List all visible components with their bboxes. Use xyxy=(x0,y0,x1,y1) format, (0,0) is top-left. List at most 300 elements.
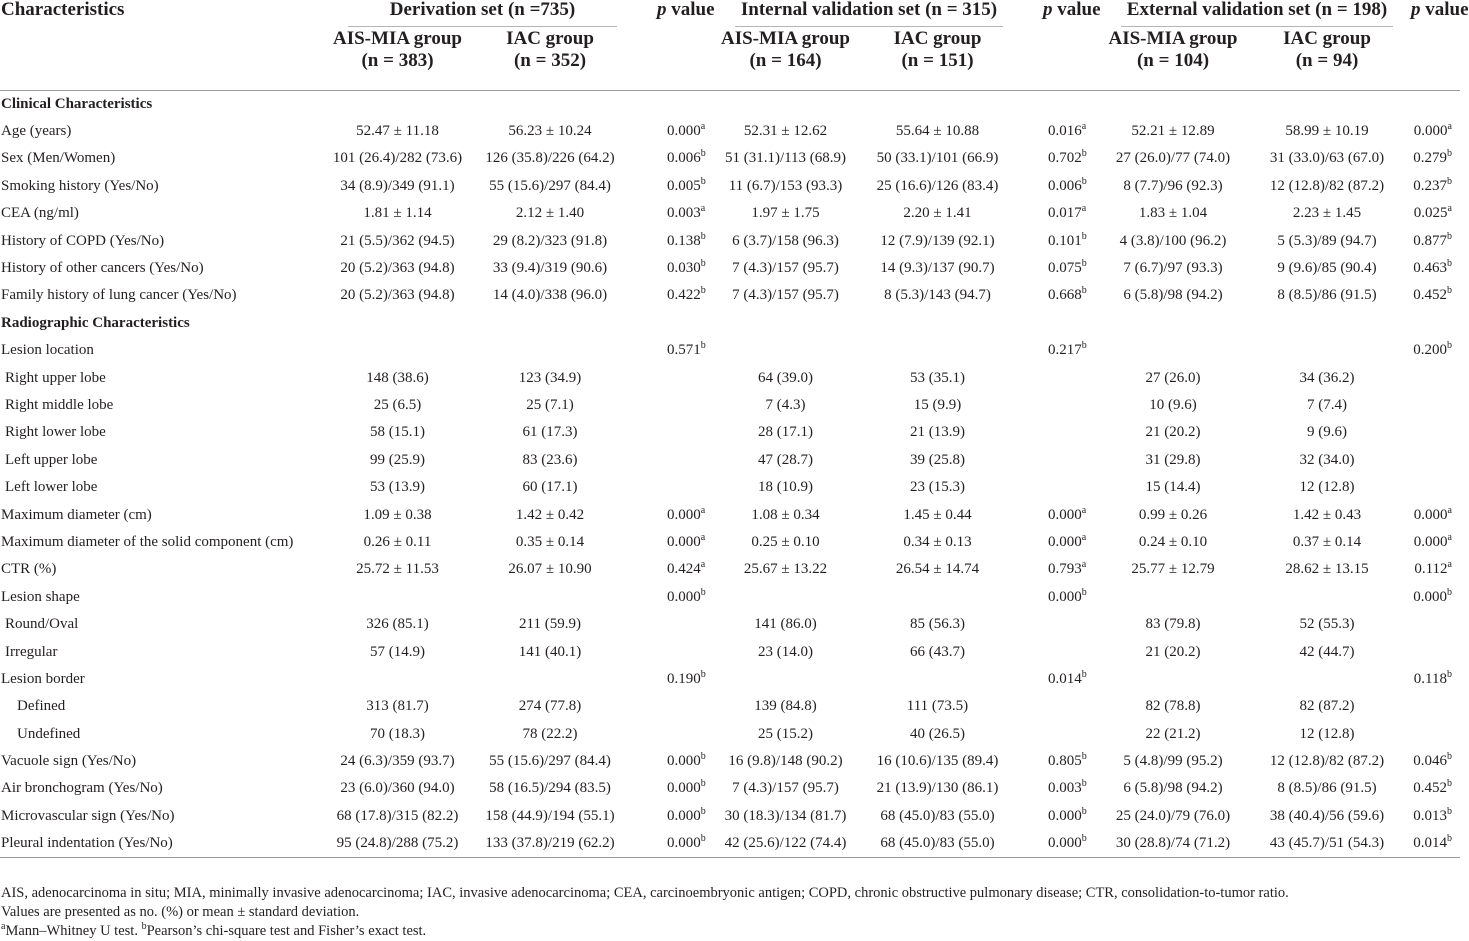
aismia-value-cell: 0.99 ± 0.26 xyxy=(1138,506,1208,523)
iac-value-cell: 0.37 ± 0.14 xyxy=(1292,533,1362,550)
p-value-cell xyxy=(1021,803,1103,830)
p-value-cell xyxy=(1021,693,1103,720)
p-value-cell xyxy=(635,638,717,665)
p-value: 0.003 xyxy=(1048,780,1082,797)
iac-value-cell xyxy=(1243,666,1411,693)
aismia-value-cell: 4 (3.8)/100 (96.2) xyxy=(1119,232,1227,249)
p-value-cell xyxy=(1411,392,1460,419)
iac-value-cell: 83 (23.6) xyxy=(522,451,578,468)
test-marker: a xyxy=(700,203,706,215)
iac-value-cell: 9 (9.6)/85 (90.4) xyxy=(1277,260,1377,277)
p-value-cell xyxy=(1411,447,1460,474)
row-label: Pleural indentation (Yes/No) xyxy=(1,834,173,851)
p-value: 0.000 xyxy=(1048,807,1082,824)
p-value: 0.000 xyxy=(667,807,701,824)
iac-value-cell: 15 (9.9) xyxy=(913,396,962,413)
aismia-value-cell xyxy=(717,337,854,364)
aismia-value-cell: 21 (5.5)/362 (94.5) xyxy=(340,232,455,249)
row-label: Microvascular sign (Yes/No) xyxy=(1,807,175,824)
p-value-cell xyxy=(1021,145,1103,172)
internal-validation-header: Internal validation set (n = 315) xyxy=(717,0,1021,28)
aismia-value-cell: 139 (84.8) xyxy=(754,698,817,715)
external-validation-header: External validation set (n = 198) xyxy=(1103,0,1411,28)
iac-value-cell: 1.45 ± 0.44 xyxy=(903,506,972,523)
iac-value-cell: 123 (34.9) xyxy=(518,369,582,386)
aismia-value-cell: 53 (13.9) xyxy=(370,479,425,496)
aismia-value-cell xyxy=(330,584,465,611)
table-row xyxy=(0,173,1460,200)
iac-value-cell: 21 (13.9) xyxy=(910,424,965,441)
p-value-cell xyxy=(1021,720,1103,747)
row-label: Air bronchogram (Yes/No) xyxy=(1,780,163,797)
table-row xyxy=(0,447,1460,474)
row-label: Smoking history (Yes/No) xyxy=(1,177,159,194)
p-value-cell xyxy=(1021,282,1103,309)
p-value-cell xyxy=(1411,584,1460,611)
iac-value-cell: 52 (55.3) xyxy=(1299,616,1355,633)
iac-value-cell: 55 (15.6)/297 (84.4) xyxy=(489,177,611,194)
iac-value-cell: 2.23 ± 1.45 xyxy=(1292,205,1362,222)
p-value-cell xyxy=(1411,830,1460,857)
p-value-cell xyxy=(1411,803,1460,830)
p-value-cell xyxy=(635,419,717,446)
iac-value-cell: 7 (7.4) xyxy=(1307,396,1347,413)
aismia-value-cell: 1.08 ± 0.34 xyxy=(751,506,820,523)
aismia-value-cell: 1.83 ± 1.04 xyxy=(1138,205,1208,222)
iac-value-cell xyxy=(854,584,1021,611)
iac-value-cell: 38 (40.4)/56 (59.6) xyxy=(1269,807,1385,824)
row-label: Maximum diameter of the solid component (cm) xyxy=(1,533,294,550)
p-value-cell xyxy=(635,584,717,611)
p-value-cell xyxy=(1021,775,1103,802)
p-value: 0.190 xyxy=(667,670,701,687)
test-marker: a xyxy=(1081,203,1087,215)
test-marker: a xyxy=(1447,121,1452,133)
table-row xyxy=(0,118,1460,145)
p-value-cell xyxy=(635,447,717,474)
p-value: 0.424 xyxy=(667,561,701,578)
iac-value-cell: 14 (4.0)/338 (96.0) xyxy=(492,287,608,304)
p-value: 0.101 xyxy=(1048,232,1082,249)
section-label: Clinical Characteristics xyxy=(1,95,153,112)
derivation-set-header: Derivation set (n =735) xyxy=(330,0,635,28)
test-marker: b xyxy=(700,668,706,680)
iac-value-cell: 29 (8.2)/323 (91.8) xyxy=(492,232,608,249)
aismia-value-cell: 7 (4.3)/157 (95.7) xyxy=(732,260,839,277)
aismia-value-cell: 42 (25.6)/122 (74.4) xyxy=(724,834,847,851)
p-value: 0.014 xyxy=(1413,834,1447,851)
p-value-header: p value xyxy=(1043,0,1101,20)
p-value: 0.118 xyxy=(1413,670,1447,687)
row-label: History of other cancers (Yes/No) xyxy=(1,260,204,277)
p-value-header: p value xyxy=(657,0,715,20)
p-value-cell xyxy=(635,501,717,528)
iac-value-cell: 26.54 ± 14.74 xyxy=(895,561,980,578)
p-value-cell xyxy=(1411,611,1460,638)
p-value-cell xyxy=(635,803,717,830)
p-value-cell xyxy=(1021,419,1103,446)
test-marker: b xyxy=(1081,285,1087,297)
p-value-cell xyxy=(1021,227,1103,254)
row-label: Round/Oval xyxy=(5,616,79,633)
iac-value-cell: 0.34 ± 0.13 xyxy=(903,533,972,550)
p-value-cell xyxy=(635,118,717,145)
p-value-cell xyxy=(1411,638,1460,665)
aismia-value-cell: 6 (5.8)/98 (94.2) xyxy=(1123,780,1223,797)
row-label: Family history of lung cancer (Yes/No) xyxy=(1,287,237,304)
aismia-value-cell: 313 (81.7) xyxy=(366,698,429,715)
aismia-value-cell: 20 (5.2)/363 (94.8) xyxy=(340,287,455,304)
section-row xyxy=(0,91,1460,118)
iac-value-cell: 21 (13.9)/130 (86.1) xyxy=(876,780,999,797)
table-row xyxy=(0,501,1460,528)
p-value: 0.000 xyxy=(1048,588,1082,605)
aismia-value-cell: 34 (8.9)/349 (91.1) xyxy=(340,177,455,194)
test-marker: a xyxy=(1447,531,1452,543)
p-value: 0.571 xyxy=(667,342,701,359)
test-marker: a xyxy=(1081,121,1087,133)
test-marker: b xyxy=(700,340,706,352)
p-value-cell xyxy=(1411,474,1460,501)
p-value: 0.112 xyxy=(1414,561,1448,578)
test-marker: b xyxy=(700,258,706,270)
iac-value-cell: 8 (5.3)/143 (94.7) xyxy=(884,287,991,304)
p-value-cell xyxy=(1411,693,1460,720)
row-label: CEA (ng/ml) xyxy=(1,205,79,222)
p-value: 0.200 xyxy=(1413,342,1447,359)
iac-value-cell: 43 (45.7)/51 (54.3) xyxy=(1269,834,1385,851)
p-value-cell xyxy=(635,693,717,720)
iac-value-cell: 25 (7.1) xyxy=(526,396,574,413)
p-value: 0.452 xyxy=(1413,287,1447,304)
p-value: 0.000 xyxy=(667,123,701,140)
table-row xyxy=(0,693,1460,720)
p-value-cell xyxy=(635,337,717,364)
iac-value-cell: 28.62 ± 13.15 xyxy=(1285,561,1369,578)
test-marker: b xyxy=(1447,230,1452,242)
iac-value-cell: 53 (35.1) xyxy=(910,369,965,386)
iac-value-cell: 68 (45.0)/83 (55.0) xyxy=(880,834,995,851)
p-value: 0.000 xyxy=(1413,533,1448,550)
test-marker: b xyxy=(700,285,706,297)
test-marker: b xyxy=(1081,175,1087,187)
internal-aismia-header: AIS-MIA group (n = 164) xyxy=(721,28,850,71)
p-value-cell xyxy=(1021,501,1103,528)
table-row xyxy=(0,145,1460,172)
header-row-2 xyxy=(0,28,1460,91)
table-row xyxy=(0,227,1460,254)
p-value-cell xyxy=(1021,666,1103,693)
aismia-value-cell: 16 (9.8)/148 (90.2) xyxy=(728,753,843,770)
p-value: 0.217 xyxy=(1048,342,1082,359)
group-underline xyxy=(1121,26,1393,27)
test-note: $^a$Mann–Whitney U test. $^b$Pearson’s chi-square test and Fisher’s exact test. xyxy=(1,921,427,939)
p-value-cell xyxy=(635,720,717,747)
test-marker: b xyxy=(700,778,706,790)
p-value-cell xyxy=(635,666,717,693)
row-label: Right lower lobe xyxy=(5,424,106,441)
p-value-cell xyxy=(1411,337,1460,364)
aismia-value-cell: 7 (6.7)/97 (93.3) xyxy=(1123,260,1223,277)
iac-value-cell: 9 (9.6) xyxy=(1307,424,1347,441)
aismia-value-cell: 25.67 ± 13.22 xyxy=(743,561,828,578)
iac-value-cell xyxy=(1243,584,1411,611)
iac-value-cell: 40 (26.5) xyxy=(910,725,965,742)
p-value-cell xyxy=(1021,364,1103,391)
p-value-cell xyxy=(1021,118,1103,145)
test-marker: b xyxy=(700,148,706,160)
iac-value-cell: 1.42 ± 0.42 xyxy=(515,506,585,523)
table-row xyxy=(0,419,1460,446)
iac-value-cell: 55 (15.6)/297 (84.4) xyxy=(489,753,611,770)
test-marker: b xyxy=(1081,668,1087,680)
test-marker: b xyxy=(700,832,706,844)
p-value-cell xyxy=(1411,145,1460,172)
test-marker: b xyxy=(1081,751,1087,763)
iac-value-cell: 42 (44.7) xyxy=(1299,643,1355,660)
row-label: CTR (%) xyxy=(1,561,57,578)
p-value-cell xyxy=(1411,282,1460,309)
iac-value-cell: 2.20 ± 1.41 xyxy=(903,205,972,222)
table-row xyxy=(0,720,1460,747)
test-marker: a xyxy=(700,121,706,133)
p-value: 0.463 xyxy=(1413,260,1447,277)
table-row xyxy=(0,200,1460,227)
aismia-value-cell: 70 (18.3) xyxy=(370,725,425,742)
row-label: Lesion location xyxy=(1,342,94,359)
p-value-cell xyxy=(635,392,717,419)
aismia-value-cell: 83 (79.8) xyxy=(1145,616,1201,633)
test-marker: b xyxy=(1447,285,1452,297)
iac-value-cell: 141 (40.1) xyxy=(518,643,582,660)
p-value: 0.138 xyxy=(667,232,701,249)
derivation-aismia-header: AIS-MIA group (n = 383) xyxy=(333,28,462,71)
iac-value-cell: 68 (45.0)/83 (55.0) xyxy=(880,807,995,824)
section-row xyxy=(0,310,1460,337)
iac-value-cell: 39 (25.8) xyxy=(910,451,965,468)
p-value-cell xyxy=(635,282,717,309)
table-row xyxy=(0,556,1460,583)
row-label: Sex (Men/Women) xyxy=(1,150,116,167)
row-label: Right upper lobe xyxy=(5,369,106,386)
table-row xyxy=(0,584,1460,611)
test-marker: a xyxy=(1447,203,1452,215)
aismia-value-cell xyxy=(330,337,465,364)
aismia-value-cell: 25 (24.0)/79 (76.0) xyxy=(1115,807,1231,824)
test-marker: a xyxy=(700,504,706,516)
table-row xyxy=(0,364,1460,391)
table-row xyxy=(0,830,1460,857)
test-marker: b xyxy=(700,751,706,763)
test-marker: b xyxy=(1447,175,1452,187)
aismia-value-cell: 25.72 ± 11.53 xyxy=(356,561,439,578)
test-marker: b xyxy=(1447,586,1452,598)
p-value: 0.000 xyxy=(1413,506,1448,523)
test-marker: b xyxy=(700,175,706,187)
p-value: 0.877 xyxy=(1413,232,1447,249)
iac-value-cell: 34 (36.2) xyxy=(1299,369,1355,386)
p-value: 0.000 xyxy=(1048,533,1082,550)
p-value: 0.000 xyxy=(1048,506,1082,523)
p-value-cell xyxy=(1411,364,1460,391)
p-value-cell xyxy=(635,474,717,501)
iac-value-cell: 58.99 ± 10.19 xyxy=(1285,123,1369,140)
row-label: Left lower lobe xyxy=(5,479,98,496)
group-underline xyxy=(735,26,1003,27)
row-label: Right middle lobe xyxy=(5,396,114,413)
iac-value-cell: 31 (33.0)/63 (67.0) xyxy=(1269,150,1385,167)
aismia-value-cell: 0.25 ± 0.10 xyxy=(751,533,820,550)
table-row xyxy=(0,748,1460,775)
row-label: Age (years) xyxy=(1,123,72,140)
test-marker: b xyxy=(1447,340,1452,352)
p-value: 0.000 xyxy=(667,533,701,550)
test-marker: b xyxy=(1447,832,1452,844)
iac-value-cell: 158 (44.9)/194 (55.1) xyxy=(485,807,615,824)
aismia-value-cell: 31 (29.8) xyxy=(1145,451,1201,468)
aismia-value-cell: 10 (9.6) xyxy=(1149,396,1197,413)
p-value: 0.025 xyxy=(1413,205,1448,222)
row-label: History of COPD (Yes/No) xyxy=(1,232,165,249)
p-value-cell xyxy=(1411,720,1460,747)
p-value-cell xyxy=(635,145,717,172)
p-value: 0.003 xyxy=(667,205,701,222)
aismia-value-cell: 30 (18.3)/134 (81.7) xyxy=(724,807,847,824)
aismia-value-cell: 52.31 ± 12.62 xyxy=(743,123,828,140)
p-value: 0.014 xyxy=(1048,670,1082,687)
aismia-value-cell: 64 (39.0) xyxy=(758,369,813,386)
test-marker: b xyxy=(1081,805,1087,817)
p-value-cell xyxy=(635,173,717,200)
aismia-value-cell: 7 (4.3)/157 (95.7) xyxy=(732,287,839,304)
iac-value-cell: 274 (77.8) xyxy=(518,698,582,715)
iac-value-cell: 12 (7.9)/139 (92.1) xyxy=(880,232,995,249)
table-row xyxy=(0,474,1460,501)
aismia-value-cell: 0.24 ± 0.10 xyxy=(1138,533,1208,550)
test-marker: b xyxy=(700,230,706,242)
table-footnotes xyxy=(1,884,1289,941)
section-label: Radiographic Characteristics xyxy=(1,314,190,331)
aismia-value-cell: 5 (4.8)/99 (95.2) xyxy=(1123,753,1223,770)
p-value: 0.279 xyxy=(1413,150,1447,167)
abbreviations-note: AIS, adenocarcinoma in situ; MIA, minimally invasive adenocarcinoma; IAC, invasive adenocarcinoma; CEA, carcinoembryonic antigen; COPD, chronic obstructive pulmonary disease; CTR, consolidation-to-tumor ratio. xyxy=(1,885,1289,901)
iac-value-cell: 25 (16.6)/126 (83.4) xyxy=(876,177,999,194)
test-marker: a xyxy=(1447,559,1452,571)
derivation-iac-header: IAC group (n = 352) xyxy=(506,28,594,71)
iac-value-cell: 32 (34.0) xyxy=(1299,451,1355,468)
p-value-cell xyxy=(635,775,717,802)
table-row xyxy=(0,392,1460,419)
test-marker: b xyxy=(1447,148,1452,160)
p-value: 0.000 xyxy=(1413,123,1448,140)
p-value-cell xyxy=(1411,173,1460,200)
p-value: 0.805 xyxy=(1048,753,1082,770)
test-marker: a xyxy=(1447,504,1452,516)
test-marker: a xyxy=(700,531,706,543)
aismia-value-cell: 24 (6.3)/359 (93.7) xyxy=(340,753,455,770)
p-value-cell xyxy=(1021,611,1103,638)
table-row xyxy=(0,282,1460,309)
iac-value-cell: 1.42 ± 0.43 xyxy=(1292,506,1362,523)
test-marker: b xyxy=(1081,230,1087,242)
iac-value-cell xyxy=(854,337,1021,364)
p-value-cell xyxy=(635,529,717,556)
iac-value-cell: 61 (17.3) xyxy=(522,424,578,441)
aismia-value-cell: 21 (20.2) xyxy=(1145,424,1201,441)
p-value-cell xyxy=(1021,584,1103,611)
p-value: 0.030 xyxy=(667,260,701,277)
p-value-cell xyxy=(1021,474,1103,501)
table-row xyxy=(0,775,1460,802)
p-value: 0.000 xyxy=(667,780,701,797)
aismia-value-cell: 52.21 ± 12.89 xyxy=(1131,123,1215,140)
iac-value-cell: 133 (37.8)/219 (62.2) xyxy=(485,834,615,851)
iac-value-cell: 60 (17.1) xyxy=(522,479,578,496)
aismia-value-cell: 68 (17.8)/315 (82.2) xyxy=(336,807,459,824)
aismia-value-cell: 23 (14.0) xyxy=(758,643,813,660)
external-aismia-header: AIS-MIA group (n = 104) xyxy=(1108,28,1238,71)
iac-value-cell: 5 (5.3)/89 (94.7) xyxy=(1277,232,1377,249)
p-value: 0.075 xyxy=(1048,260,1082,277)
table-body xyxy=(0,91,1460,858)
p-value-cell xyxy=(1411,227,1460,254)
p-value-cell xyxy=(635,255,717,282)
iac-value-cell: 16 (10.6)/135 (89.4) xyxy=(876,753,999,770)
iac-value-cell: 33 (9.4)/319 (90.6) xyxy=(492,260,608,277)
iac-value-cell: 23 (15.3) xyxy=(910,479,965,496)
p-value-header: p value xyxy=(1411,0,1469,20)
aismia-value-cell: 1.97 ± 1.75 xyxy=(751,205,820,222)
test-marker: a xyxy=(1081,559,1087,571)
iac-value-cell: 78 (22.2) xyxy=(522,725,578,742)
p-value: 0.017 xyxy=(1048,205,1082,222)
aismia-value-cell xyxy=(1103,337,1243,364)
aismia-value-cell xyxy=(330,666,465,693)
aismia-value-cell: 11 (6.7)/153 (93.3) xyxy=(728,177,843,194)
aismia-value-cell: 1.09 ± 0.38 xyxy=(363,506,432,523)
aismia-value-cell xyxy=(717,666,854,693)
p-value: 0.422 xyxy=(667,287,701,304)
aismia-value-cell: 47 (28.7) xyxy=(758,451,813,468)
p-value-cell xyxy=(635,611,717,638)
aismia-value-cell: 27 (26.0) xyxy=(1145,369,1201,386)
iac-value-cell xyxy=(465,584,635,611)
test-marker: b xyxy=(1447,668,1452,680)
iac-value-cell: 12 (12.8) xyxy=(1299,725,1355,742)
iac-value-cell: 126 (35.8)/226 (64.2) xyxy=(485,150,615,167)
aismia-value-cell: 15 (14.4) xyxy=(1145,479,1201,496)
p-value: 0.013 xyxy=(1413,807,1447,824)
iac-value-cell: 12 (12.8) xyxy=(1299,479,1355,496)
aismia-value-cell: 0.26 ± 0.11 xyxy=(363,533,432,550)
aismia-value-cell xyxy=(1103,666,1243,693)
aismia-value-cell: 6 (3.7)/158 (96.3) xyxy=(732,232,839,249)
p-value-cell xyxy=(1411,419,1460,446)
test-marker: b xyxy=(1081,340,1087,352)
test-marker: b xyxy=(1081,832,1087,844)
iac-value-cell: 211 (59.9) xyxy=(519,616,581,633)
p-value-cell xyxy=(1021,255,1103,282)
table-row xyxy=(0,638,1460,665)
p-value-cell xyxy=(635,748,717,775)
iac-value-cell: 85 (56.3) xyxy=(910,616,965,633)
row-label: Lesion border xyxy=(1,670,85,687)
aismia-value-cell: 148 (38.6) xyxy=(366,369,429,386)
aismia-value-cell: 8 (7.7)/96 (92.3) xyxy=(1123,177,1223,194)
header-row-1 xyxy=(0,0,1460,28)
p-value-cell xyxy=(1411,200,1460,227)
aismia-value-cell: 95 (24.8)/288 (75.2) xyxy=(336,834,459,851)
